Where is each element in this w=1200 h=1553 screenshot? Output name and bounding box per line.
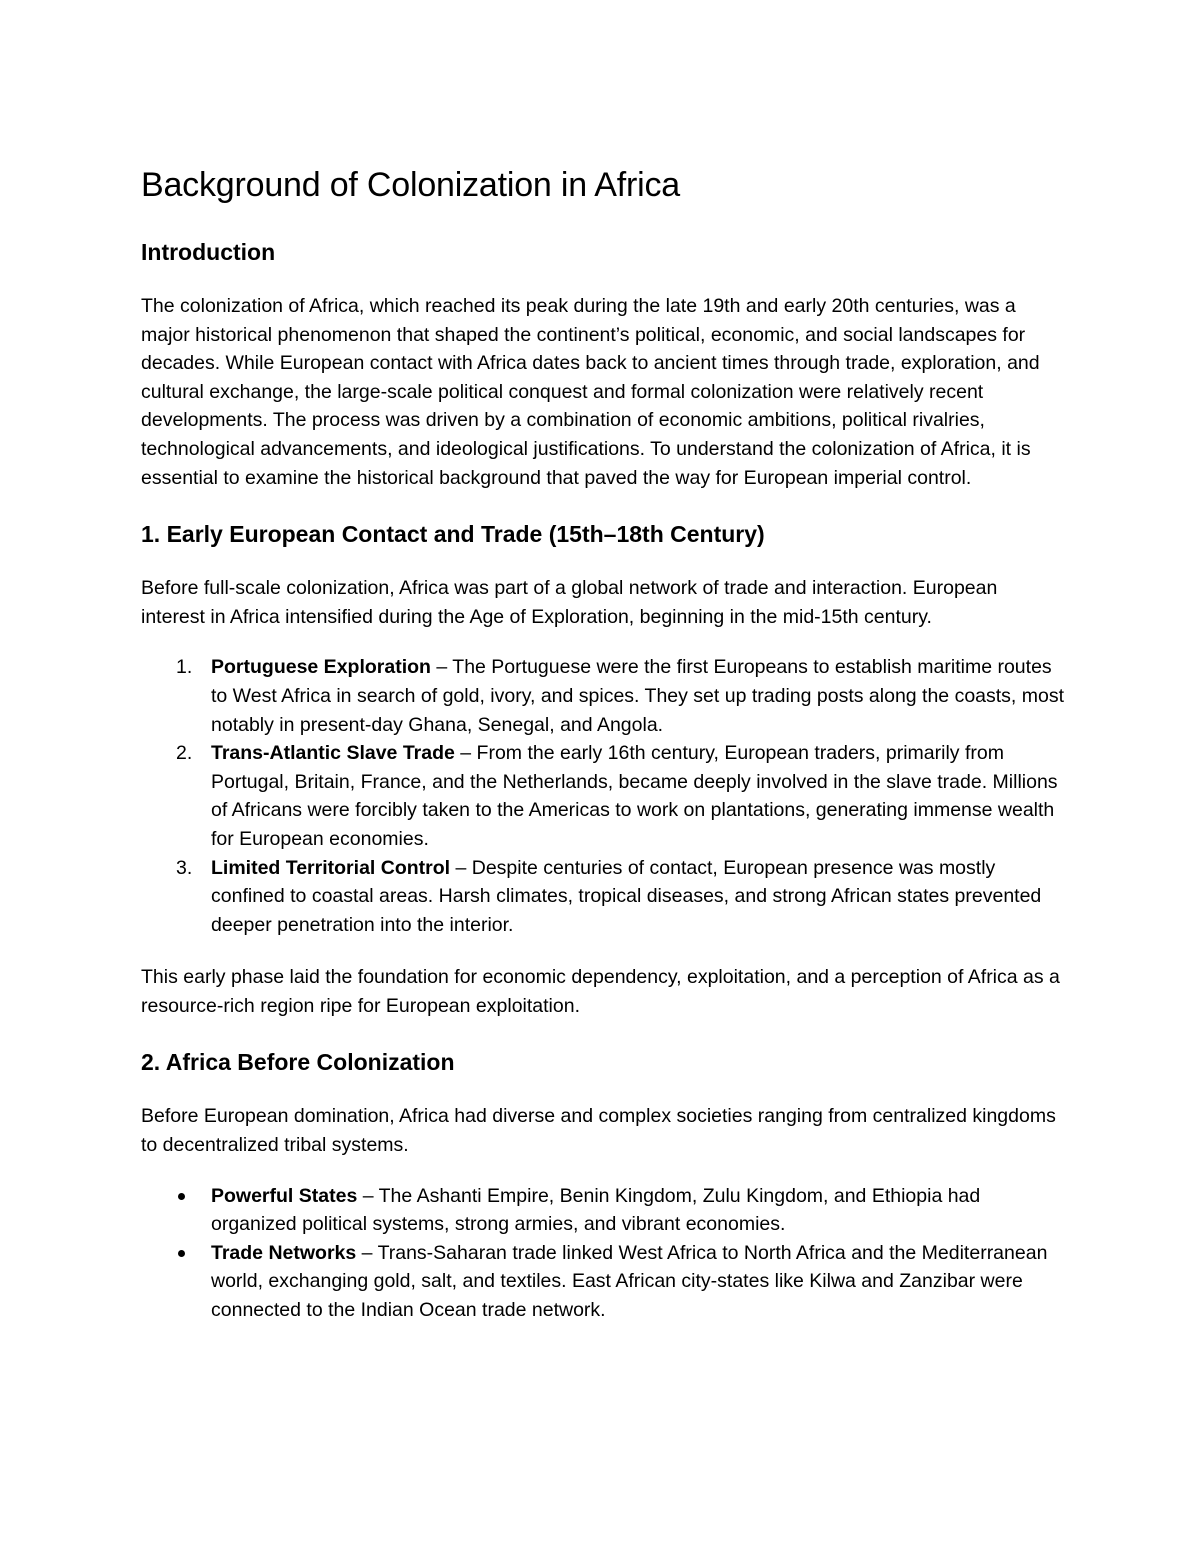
- section1-numbered-list: [141, 653, 1066, 939]
- section1-heading: 1. Early European Contact and Trade (15th–18th Century): [141, 521, 765, 548]
- document-title: Background of Colonization in Africa: [141, 166, 681, 204]
- section2-heading: 2. Africa Before Colonization: [141, 1049, 455, 1076]
- list-item-text: – From the early 16th century, European traders, primarily from Portugal, Britain, France, and the Netherlands, became deeply involved in the slave trade. Millions of Africans were forcibly taken to the Americas to work on plantations, generating immense wealth for European economies.: [211, 742, 1058, 850]
- list-item: [141, 739, 1066, 853]
- list-item-number: 3.: [176, 856, 193, 879]
- list-item: [141, 854, 1066, 940]
- list-item-text: – The Portuguese were the first Europeans to establish maritime routes to West Africa in search of gold, ivory, and spices. They set up trading posts along the coasts, most notably in present-day Ghana, Senegal, and Angola.: [211, 656, 1065, 736]
- list-item-text: – The Ashanti Empire, Benin Kingdom, Zulu Kingdom, and Ethiopia had organized political systems, strong armies, and vibrant economies.: [211, 1184, 981, 1236]
- bullet-icon: [178, 1193, 185, 1200]
- list-item-text: – Despite centuries of contact, European presence was mostly confined to coastal areas. Harsh climates, tropical diseases, and strong African states prevented deeper penetration into the interior.: [211, 856, 1042, 936]
- list-item-term: Trade Networks: [211, 1241, 357, 1264]
- section2-intro-paragraph: Before European domination, Africa had diverse and complex societies ranging from centralized kingdoms to decentralized tribal systems.: [141, 1105, 1056, 1157]
- list-item: [141, 653, 1066, 739]
- list-item-text: – Trans-Saharan trade linked West Africa to North Africa and the Mediterranean world, exchanging gold, salt, and textiles. East African city-states like Kilwa and Zanzibar were connected to the Indian Ocean trade network.: [211, 1241, 1048, 1322]
- bullet-icon: [178, 1250, 185, 1257]
- list-item: [141, 1182, 1066, 1239]
- section1-outro-paragraph: This early phase laid the foundation for economic dependency, exploitation, and a perception of Africa as a resource-rich region ripe for European exploitation.: [141, 966, 1060, 1017]
- list-item-term: Portuguese Exploration: [211, 656, 431, 679]
- introduction-heading: Introduction: [141, 239, 276, 265]
- list-item-term: Limited Territorial Control: [211, 856, 451, 879]
- list-item-number: 2.: [176, 742, 193, 765]
- list-item-term: Trans-Atlantic Slave Trade: [211, 742, 455, 765]
- document-page: [141, 150, 1066, 1325]
- list-item-term: Powerful States: [211, 1184, 358, 1207]
- list-item: [141, 1239, 1066, 1325]
- introduction-paragraph: The colonization of Africa, which reached its peak during the late 19th and early 20th centuries, was a major historical phenomenon that shaped the continent’s political, economic, and social landscapes for decades. While European contact with Africa dates back to ancient times through trade, exploration, and cultural exchange, the large-scale political conquest and formal colonization were relatively recent developments. The process was driven by a combination of economic ambitions, political rivalries, technological advancements, and ideological justifications. To understand the colonization of Africa, it is essential to examine the historical background that paved the way for European imperial control.: [141, 295, 1040, 489]
- list-item-number: 1.: [176, 656, 193, 679]
- section2-bullet-list: [141, 1182, 1066, 1325]
- section1-intro-paragraph: Before full-scale colonization, Africa was part of a global network of trade and interaction. European interest in Africa intensified during the Age of Exploration, beginning in the mid-15th century.: [141, 577, 998, 628]
